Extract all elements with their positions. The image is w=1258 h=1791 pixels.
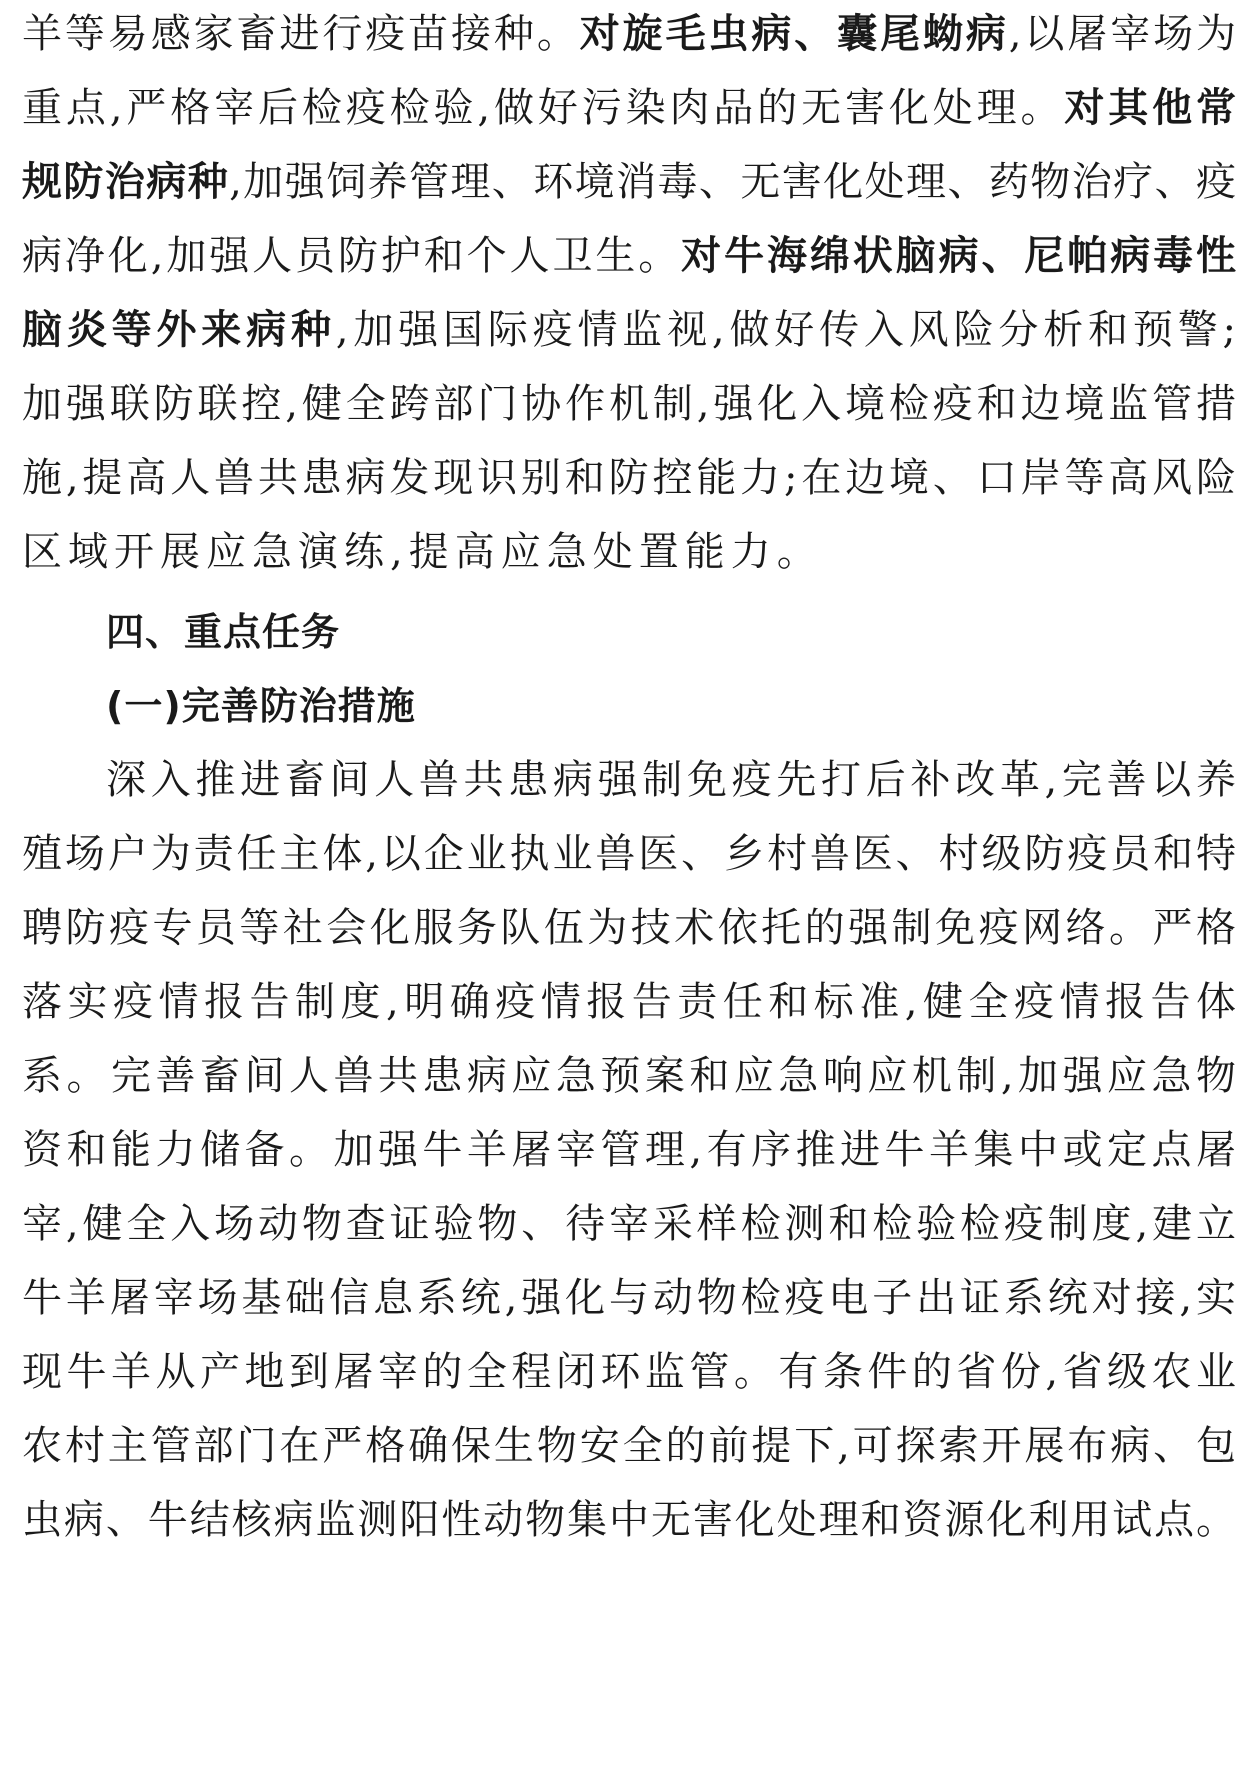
text-run: 羊等易感家畜进行疫苗接种。: [22, 11, 580, 57]
text-run: 区域开展应急演练,提高应急处置能力。: [22, 529, 823, 575]
paragraph1-line-1: [22, 4, 1236, 64]
paragraph2-line-8: 牛羊屠宰场基础信息系统,强化与动物检疫电子出证系统对接,实: [22, 1275, 1236, 1321]
paragraph1-line-3: [22, 152, 1236, 212]
paragraph2-line-3: 聘防疫专员等社会化服务队伍为技术依托的强制免疫网络。严格: [22, 905, 1236, 951]
paragraph1-line-8: [22, 522, 1236, 582]
paragraph2-line-7: 宰,健全入场动物查证验物、待宰采样检测和检验检疫制度,建立: [22, 1201, 1236, 1247]
bold-run: 脑炎等外来病种: [22, 307, 336, 353]
text-run: 病净化,加强人员防护和个人卫生。: [22, 233, 682, 279]
bold-run: 对牛海绵状脑病、尼帕病毒性: [681, 233, 1237, 279]
text-run: ,加强国际疫情监视,做好传入风险分析和预警;: [335, 307, 1237, 353]
paragraph2-line-4: 落实疫情报告制度,明确疫情报告责任和标准,健全疫情报告体: [22, 979, 1236, 1025]
text-run: ,以屠宰场为: [1008, 11, 1237, 57]
paragraph2-line-6: 资和能力储备。加强牛羊屠宰管理,有序推进牛羊集中或定点屠: [22, 1127, 1236, 1173]
text-run: 施,提高人兽共患病发现识别和防控能力;在边境、口岸等高风险: [22, 455, 1236, 501]
paragraph2-line-1: 深入推进畜间人兽共患病强制免疫先打后补改革,完善以养: [106, 757, 1236, 803]
subsection-heading: (一)完善防治措施: [106, 684, 416, 728]
paragraph2-line-2: 殖场户为责任主体,以企业执业兽医、乡村兽医、村级防疫员和特: [22, 831, 1236, 877]
paragraph1-line-4: [22, 226, 1236, 286]
paragraph1-line-2: [22, 78, 1236, 138]
paragraph2-line-5: 系。完善畜间人兽共患病应急预案和应急响应机制,加强应急物: [22, 1053, 1236, 1099]
paragraph2-line-11: 虫病、牛结核病监测阳性动物集中无害化处理和资源化利用试点。: [22, 1497, 1236, 1543]
bold-run: 规防治病种: [22, 159, 230, 205]
text-run: 加强联防联控,健全跨部门协作机制,强化入境检疫和边境监管措: [22, 381, 1236, 427]
paragraph2-line-9: 现牛羊从产地到屠宰的全程闭环监管。有条件的省份,省级农业: [22, 1349, 1236, 1395]
text-run: ,加强饲养管理、环境消毒、无害化处理、药物治疗、疫: [229, 159, 1237, 205]
text-run: 重点,严格宰后检疫检验,做好污染肉品的无害化处理。: [22, 85, 1065, 131]
paragraph2-line-10: 农村主管部门在严格确保生物安全的前提下,可探索开展布病、包: [22, 1423, 1236, 1469]
bold-run: 对其他常: [1064, 85, 1237, 131]
bold-run: 对旋毛虫病、囊尾蚴病: [579, 11, 1009, 57]
paragraph1-line-7: [22, 448, 1236, 508]
section-heading: 四、重点任务: [106, 610, 341, 654]
paragraph1-line-5: [22, 300, 1236, 360]
paragraph1-line-6: [22, 374, 1236, 434]
